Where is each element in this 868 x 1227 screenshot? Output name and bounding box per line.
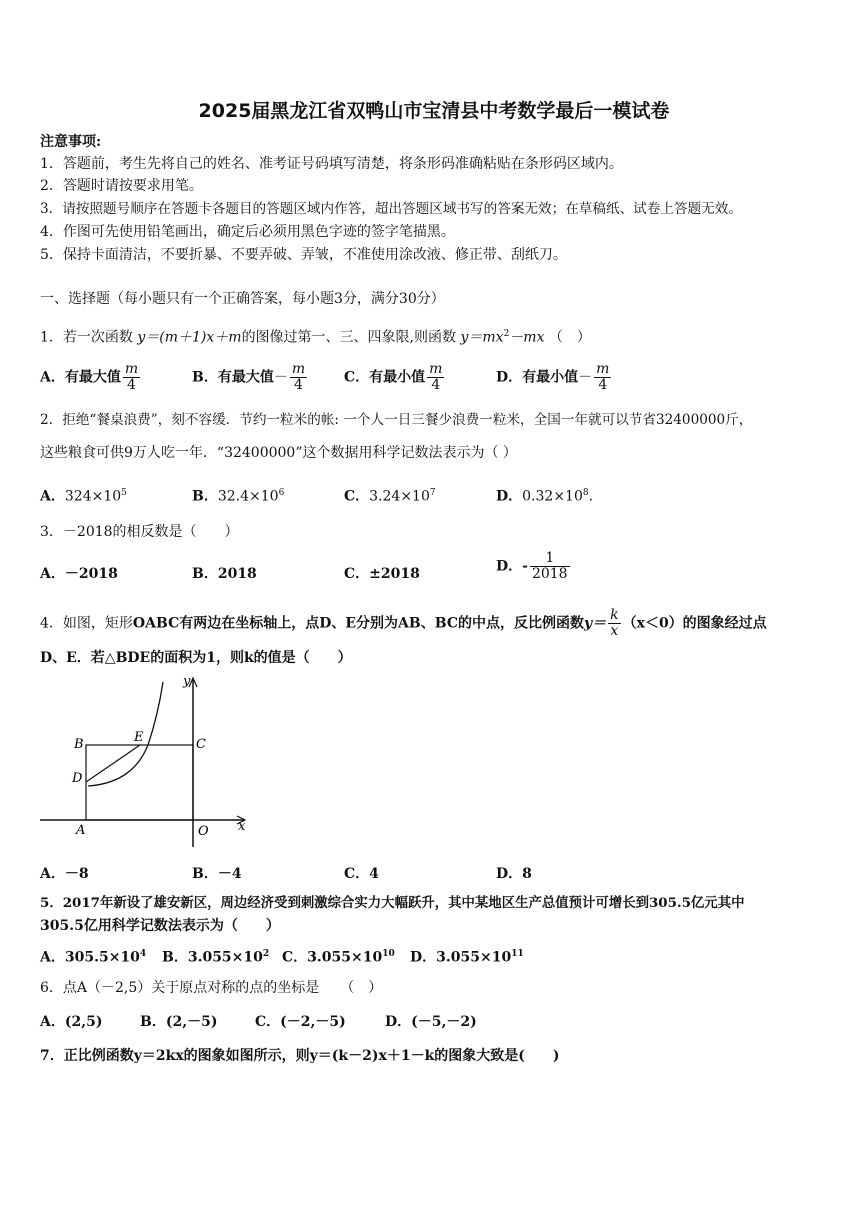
q5-option-a[interactable]: A．$305.5\times 10^4$ bbox=[40, 949, 147, 966]
q2-option-d[interactable]: D．$0.32\times 10^8$. bbox=[496, 488, 594, 505]
q2-option-c[interactable]: C．$3.24\times 10^7$ bbox=[344, 488, 436, 505]
notice-heading: 注意事项: bbox=[40, 134, 102, 150]
question-3: 3．－2018的相反数是（ ） bbox=[40, 524, 239, 540]
q1-option-d-fraction: $\frac{m}{4}$ bbox=[596, 361, 610, 393]
q6-option-d[interactable]: D．(－5,－2) bbox=[385, 1014, 477, 1030]
label-e: E bbox=[134, 730, 144, 745]
notice-item-4: 4．作图可先使用铅笔画出，确定后必须用黑色字迹的签字笔描黑。 bbox=[40, 224, 455, 240]
label-b: B bbox=[74, 737, 84, 752]
q1-option-a[interactable]: A．有最大值 $\frac{m}{4}$ bbox=[40, 361, 139, 393]
notice-item-3: 3．请按照题号顺序在答题卡各题目的答题区域内作答，超出答题区域书写的答案无效；在草稿纸、试卷上答题无效。 bbox=[40, 201, 742, 217]
question-1 bbox=[40, 324, 591, 348]
q3-option-b[interactable]: B．2018 bbox=[192, 566, 257, 582]
label-o: O bbox=[198, 824, 209, 839]
question-5-line-2: 305.5亿用科学记数法表示为（ ） bbox=[40, 918, 280, 934]
label-x: x bbox=[238, 819, 246, 834]
q2-option-a[interactable]: A．$324\times 10^5$ bbox=[40, 488, 127, 505]
section-heading: 一、选择题（每小题只有一个正确答案，每小题3分，满分30分） bbox=[40, 291, 445, 307]
exam-title: 2025届黑龙江省双鸭山市宝清县中考数学最后一模试卷 bbox=[198, 100, 670, 122]
q5-option-d[interactable]: D．$3.055\times 10^{11}$ bbox=[410, 949, 524, 966]
q6-option-b[interactable]: B．(2,－5) bbox=[140, 1014, 218, 1030]
notice-item-2: 2．答题时请按要求用笔。 bbox=[40, 178, 203, 194]
q2-option-b[interactable]: B．$32.4\times 10^6$ bbox=[192, 488, 285, 505]
q6-option-c[interactable]: C．(－2,－5) bbox=[255, 1014, 346, 1030]
notice-item-1: 1．答题前，考生先将自己的姓名、准考证号码填写清楚，将条形码准确粘贴在条形码区域内。 bbox=[40, 156, 623, 172]
q3-option-d-fraction: $\frac{1}{2018}$ bbox=[531, 550, 568, 582]
question-7: 7．正比例函数y＝2kx的图象如图所示，则y＝(k－2)x＋1－k的图象大致是( ) bbox=[40, 1048, 560, 1064]
notice-item-5: 5．保持卡面清洁，不要折暴、不要弄破、弄皱，不准使用涂改液、修正带、刮纸刀。 bbox=[40, 247, 567, 263]
q1-formula-1: y＝(m＋1)x＋m bbox=[137, 329, 242, 346]
q1-option-c-fraction: $\frac{m}{4}$ bbox=[429, 361, 443, 393]
hyperbola-curve bbox=[88, 682, 163, 786]
question-4-line-2: D、E．若△BDE的面积为1，则k的值是（ ） bbox=[40, 650, 352, 666]
label-y: y bbox=[183, 674, 191, 689]
segment-de bbox=[86, 745, 140, 782]
q3-option-d[interactable]: D．- $\frac{1}{2018}$ bbox=[496, 550, 568, 582]
q4-option-c[interactable]: C．4 bbox=[344, 866, 379, 882]
q1-option-c[interactable]: C．有最小值 $\frac{m}{4}$ bbox=[344, 361, 443, 393]
q4-option-a[interactable]: A．－8 bbox=[40, 866, 89, 882]
q1-tail: （ ） bbox=[548, 329, 591, 346]
q1-text-b: 的图像过第一、三、四象限,则函数 bbox=[241, 329, 457, 346]
question-4-line-1: 4．如图，矩形OABC有两边在坐标轴上，点D、E分别为AB、BC的中点，反比例函数y＝ $\frac{k}{x}$ （x＜0）的图象经过点 bbox=[40, 607, 767, 639]
q5-option-c[interactable]: C．$3.055\times 10^{10}$ bbox=[282, 949, 395, 966]
q5-option-b[interactable]: B．$3.055\times 10^2$ bbox=[162, 949, 270, 966]
q1-option-a-fraction: $\frac{m}{4}$ bbox=[124, 361, 139, 393]
q1-option-d[interactable]: D．有最小值－ $\frac{m}{4}$ bbox=[496, 361, 610, 393]
q4-option-b[interactable]: B．－4 bbox=[192, 866, 242, 882]
q4-figure bbox=[38, 672, 258, 852]
q4-option-d[interactable]: D．8 bbox=[496, 866, 532, 882]
label-d: D bbox=[72, 771, 83, 786]
q1-option-b[interactable]: B．有最大值－ $\frac{m}{4}$ bbox=[192, 361, 306, 393]
q3-option-c[interactable]: C．±2018 bbox=[344, 566, 420, 582]
question-2-line-1: 2．拒绝“餐桌浪费”，刻不容缓．节约一粒米的帐: 一个人一日三餐少浪费一粒米，全国一年就可以节省32400000斤， bbox=[40, 412, 753, 428]
label-c: C bbox=[196, 737, 206, 752]
q4-function-fraction: $\frac{k}{x}$ bbox=[610, 607, 619, 639]
question-5-line-1: 5．2017年新设了雄安新区，周边经济受到刺激综合实力大幅跃升，其中某地区生产总值预计可增长到305.5亿元其中 bbox=[40, 895, 745, 911]
q1-formula-2-sup: 2 bbox=[503, 329, 510, 339]
label-a: A bbox=[76, 823, 86, 838]
question-6: 6．点A（－2,5）关于原点对称的点的坐标是 （ ） bbox=[40, 980, 383, 996]
q1-formula-2: y＝mx bbox=[460, 329, 504, 346]
question-2-line-2: 这些粮食可供9万人吃一年．“32400000”这个数据用科学记数法表示为（ ） bbox=[40, 445, 517, 461]
q1-option-b-fraction: $\frac{m}{4}$ bbox=[291, 361, 306, 393]
q6-option-a[interactable]: A．(2,5) bbox=[40, 1014, 103, 1030]
q3-option-a[interactable]: A．－2018 bbox=[40, 566, 118, 582]
rectangle-oabc bbox=[86, 745, 193, 820]
q1-text-a: 若一次函数 bbox=[62, 329, 133, 346]
q1-number: 1． bbox=[40, 329, 63, 346]
q1-formula-2-tail: －mx bbox=[509, 329, 545, 346]
